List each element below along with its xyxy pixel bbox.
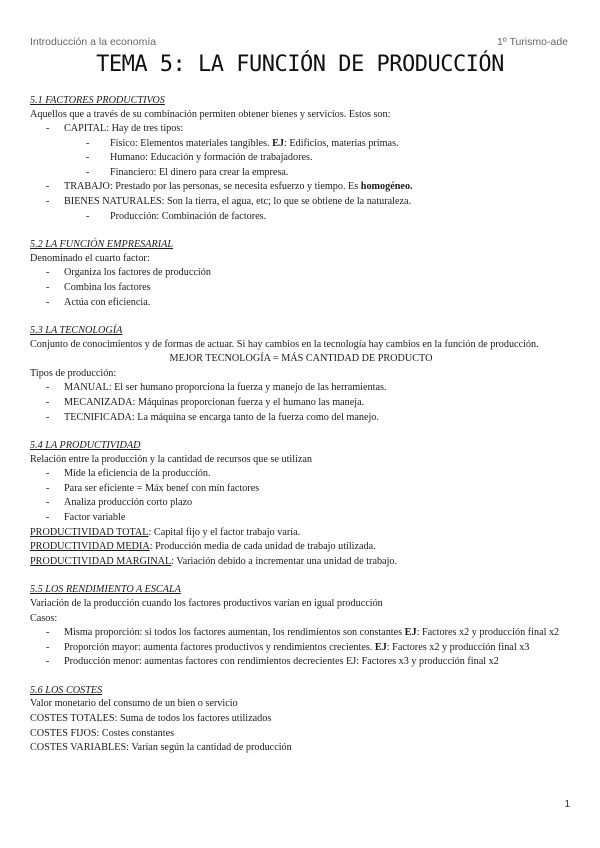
section-tecnologia xyxy=(30,324,572,425)
section-title: 5.6 LOS COSTES xyxy=(30,684,103,696)
section-funcion-empresarial xyxy=(30,238,572,310)
paragraph: Denominado el cuarto factor: xyxy=(30,252,150,264)
paragraph: COSTES TOTALES: Suma de todos los factores utilizados xyxy=(30,713,272,724)
paragraph: Variación de la producción cuando los factores productivos varían en igual producción xyxy=(30,597,383,609)
list-item xyxy=(30,180,572,195)
list-item: - Combina los factores xyxy=(30,281,572,296)
document-body xyxy=(30,94,572,770)
list-item: - MANUAL: El ser humano proporciona la fuerza y manejo de las herramientas. xyxy=(30,381,572,396)
term-text: : Producción media de cada unidad de trabajo utilizada. xyxy=(149,541,376,553)
header-subject: Introducción a la economía xyxy=(30,36,157,48)
list-item: - Factor variable xyxy=(30,511,572,526)
list-item: - Producción: Combinación de factores. xyxy=(30,210,572,225)
paragraph: Tipos de producción: xyxy=(30,367,117,379)
definition-line xyxy=(30,526,572,541)
page-title: TEMA 5: LA FUNCIÓN DE PRODUCCIÓN xyxy=(96,52,504,77)
term-text: : Variación debido a incrementar una unidad de trabajo. xyxy=(171,555,398,567)
item-text: Misma proporción: si todos los factores aumentan, los rendimientos son constantes xyxy=(64,627,403,639)
list-item: - Humano: Educación y formación de trabajadores. xyxy=(30,151,572,166)
header-course: 1º Turismo-ade xyxy=(497,36,568,48)
item-text: : Factores x2 y producción final x3 xyxy=(386,641,530,653)
term-label: PRODUCTIVIDAD TOTAL xyxy=(30,526,149,538)
list-item: - MECANIZADA: Máquinas proporcionan fuerza y el humano las maneja. xyxy=(30,396,572,411)
section-title: 5.5 LOS RENDIMIENTO A ESCALA xyxy=(30,584,181,596)
list xyxy=(30,266,572,310)
item-text: Físico: Elementos materiales tangibles. xyxy=(110,137,270,149)
paragraph: Relación entre la producción y la cantidad de recursos que se utilizan xyxy=(30,453,313,465)
term-label: PRODUCTIVIDAD MEDIA xyxy=(30,541,150,553)
term-text: : Capital fijo y el factor trabajo varía. xyxy=(148,526,301,538)
list-item: - TECNIFICADA: La máquina se encarga tanto de la fuerza como del manejo. xyxy=(30,411,572,426)
list-item: - Mide la eficiencia de la producción. xyxy=(30,467,572,482)
list xyxy=(30,381,572,425)
highlight-line: MEJOR TECNOLOGÍA = MÁS CANTIDAD DE PRODUCTO xyxy=(169,353,433,365)
section-title: 5.4 LA PRODUCTIVIDAD xyxy=(30,440,141,452)
paragraph: Aquellos que a través de su combinación permiten obtener bienes y servicios. Estos son: xyxy=(30,108,391,120)
list-item: - CAPITAL: Hay de tres tipos: xyxy=(30,122,572,137)
list-item: - Analiza producción corto plazo xyxy=(30,496,572,511)
section-factores xyxy=(30,94,572,224)
paragraph: COSTES FIJOS: Costes constantes xyxy=(30,727,175,739)
paragraph: Casos: xyxy=(30,612,58,624)
section-title: 5.2 LA FUNCIÓN EMPRESARIAL xyxy=(30,239,173,251)
example-label: EJ xyxy=(404,627,417,639)
list xyxy=(30,626,572,670)
list-item xyxy=(30,641,572,656)
list-item: - Para ser eficiente = Máx benef con mín factores xyxy=(30,482,572,497)
section-rendimientos xyxy=(30,583,572,669)
definition-line xyxy=(30,555,572,570)
list-item: - Actúa con eficiencia. xyxy=(30,296,572,311)
item-text: : Edificios, materias primas. xyxy=(284,137,399,149)
example-label: EJ xyxy=(272,137,285,149)
item-text: Proporción mayor: aumenta factores productivos y rendimientos crecientes. xyxy=(64,641,373,653)
list xyxy=(30,467,572,525)
section-title: 5.3 LA TECNOLOGÍA xyxy=(30,325,123,337)
list-item: - Financiero: El dinero para crear la empresa. xyxy=(30,166,572,181)
paragraph: Conjunto de conocimientos y de formas de actuar. Si hay cambios en la tecnología hay cambios en la función de producción. xyxy=(30,338,539,350)
item-text: TRABAJO: Prestado por las personas, se necesita esfuerzo y tiempo. Es xyxy=(64,181,359,193)
section-costes xyxy=(30,684,572,756)
section-productividad xyxy=(30,439,572,569)
list-item: - Organiza los factores de producción xyxy=(30,266,572,281)
definition-line xyxy=(30,540,572,555)
list-item xyxy=(30,626,572,641)
list-item xyxy=(30,137,572,152)
paragraph: COSTES VARIABLES: Varían según la cantidad de producción xyxy=(30,742,292,754)
paragraph: Valor monetario del consumo de un bien o servicio xyxy=(30,698,238,710)
list-item: - Producción menor: aumentas factores con rendimientos decrecientes EJ: Factores x3 y producción final x2 xyxy=(30,655,572,670)
list-item: - BIENES NATURALES: Son la tierra, el agua, etc; lo que se obtiene de la naturaleza. xyxy=(30,195,572,210)
item-text: : Factores x2 y producción final x2 xyxy=(416,627,560,639)
page-number: 1 xyxy=(564,799,570,810)
term-label: PRODUCTIVIDAD MARGINAL xyxy=(30,555,172,567)
section-title: 5.1 FACTORES PRODUCTIVOS xyxy=(30,95,165,106)
bold-term: homogéneo. xyxy=(360,181,413,193)
list xyxy=(30,122,572,224)
example-label: EJ xyxy=(374,641,387,653)
